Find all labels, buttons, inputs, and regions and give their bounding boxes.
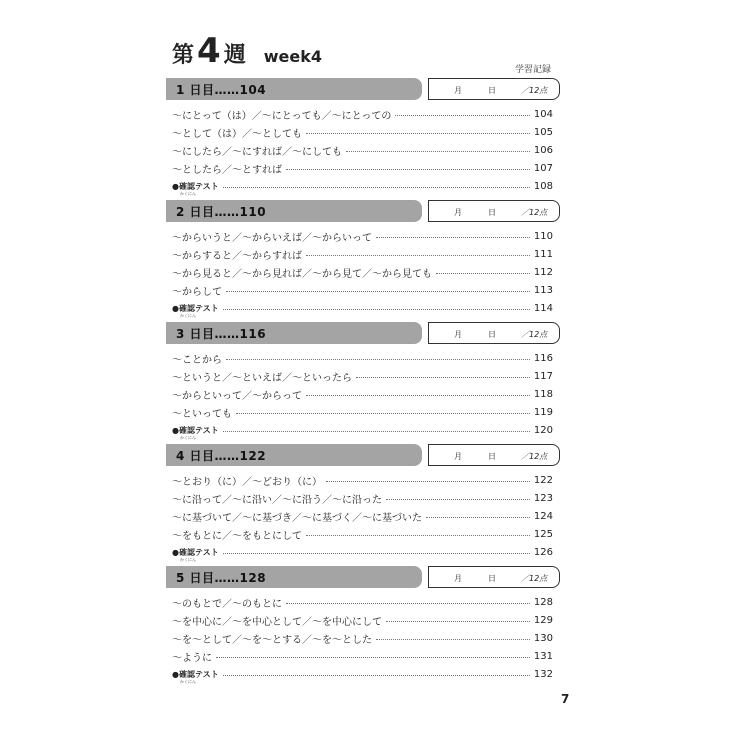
review-test-entry xyxy=(172,667,553,683)
record-day-label: 日 xyxy=(488,208,496,217)
entry-furigana: かくにん xyxy=(180,434,196,440)
leader-dots xyxy=(286,169,530,170)
entry-text: ～とおり（に）／～どおり（に） xyxy=(172,476,322,488)
record-day-label: 日 xyxy=(488,330,496,339)
entry-page: 112 xyxy=(533,266,553,278)
review-test-entry xyxy=(172,301,553,317)
leader-dots xyxy=(395,115,530,116)
entry-text: ●確認テスト xyxy=(172,548,219,558)
entry-page: 126 xyxy=(533,547,553,559)
record-score-label: ／12点 xyxy=(521,86,548,95)
day-header-bar xyxy=(166,444,422,466)
entry-text: ～ことから xyxy=(172,354,222,366)
week-title xyxy=(172,31,322,71)
record-day-label: 日 xyxy=(488,452,496,461)
leader-dots xyxy=(223,187,530,188)
toc-entry xyxy=(172,264,553,280)
entry-page: 117 xyxy=(533,370,553,382)
record-month-label: 月 xyxy=(454,452,462,461)
entry-text: ～からといって／～からって xyxy=(172,390,302,402)
entry-text: ～として（は）／～としても xyxy=(172,128,302,140)
entry-text: ●確認テスト xyxy=(172,426,219,436)
day-header-bar xyxy=(166,78,422,100)
entry-text: ～ように xyxy=(172,653,212,665)
entry-furigana: かくにん xyxy=(180,190,196,196)
leader-dots xyxy=(386,499,530,500)
title-prefix: 第 xyxy=(172,43,195,68)
entry-page: 129 xyxy=(533,614,553,626)
day-header xyxy=(166,444,560,466)
entry-page: 106 xyxy=(533,144,553,156)
leader-dots xyxy=(376,639,530,640)
entry-page: 107 xyxy=(533,163,553,175)
leader-dots xyxy=(216,657,530,658)
entry-text: ～に基づいて／～に基づき／～に基づく／～に基づいた xyxy=(172,512,422,524)
record-day-label: 日 xyxy=(488,86,496,95)
toc-entry xyxy=(172,630,553,646)
day-header-bar xyxy=(166,566,422,588)
toc-entry xyxy=(172,649,553,665)
toc-entry xyxy=(172,368,553,384)
page-number: 7 xyxy=(561,692,570,706)
leader-dots xyxy=(223,309,530,310)
leader-dots xyxy=(223,431,530,432)
entry-text: ～といっても xyxy=(172,409,232,421)
day-header-text: 5 日目……128 xyxy=(176,571,267,585)
entry-text: ●確認テスト xyxy=(172,182,219,192)
review-test-entry xyxy=(172,423,553,439)
study-record-label: 学習記録 xyxy=(515,65,552,75)
leader-dots xyxy=(306,535,530,536)
record-day-label: 日 xyxy=(488,574,496,583)
entry-furigana: かくにん xyxy=(180,678,196,684)
leader-dots xyxy=(376,237,530,238)
entry-page: 120 xyxy=(533,425,553,437)
entry-page: 114 xyxy=(533,303,553,315)
toc-entry xyxy=(172,106,553,122)
entry-text: ～をもとに／～をもとにして xyxy=(172,531,302,543)
record-score-label: ／12点 xyxy=(521,574,548,583)
toc-entry xyxy=(172,161,553,177)
record-month-label: 月 xyxy=(454,330,462,339)
entry-page: 104 xyxy=(533,108,553,120)
review-test-entry xyxy=(172,545,553,561)
entry-page: 125 xyxy=(533,529,553,541)
entry-furigana: かくにん xyxy=(180,312,196,318)
day-header xyxy=(166,78,560,100)
entry-text: ～のもとで／～のもとに xyxy=(172,598,282,610)
entry-page: 132 xyxy=(533,669,553,681)
toc-entry xyxy=(172,405,553,421)
day-header-bar xyxy=(166,322,422,344)
leader-dots xyxy=(426,517,530,518)
entry-text: ～としたら／～とすれば xyxy=(172,165,282,177)
leader-dots xyxy=(356,377,530,378)
entry-page: 123 xyxy=(533,492,553,504)
record-month-label: 月 xyxy=(454,86,462,95)
day-header xyxy=(166,200,560,222)
entry-page: 119 xyxy=(533,407,553,419)
entry-text: ～に沿って／～に沿い／～に沿う／～に沿った xyxy=(172,494,382,506)
leader-dots xyxy=(346,151,530,152)
record-score-label: ／12点 xyxy=(521,452,548,461)
leader-dots xyxy=(436,273,530,274)
title-week-label: week4 xyxy=(263,47,322,66)
toc-entry xyxy=(172,124,553,140)
leader-dots xyxy=(306,395,530,396)
entry-page: 108 xyxy=(533,181,553,193)
entry-text: ～にしたら／～にすれば／～にしても xyxy=(172,146,342,158)
entry-page: 130 xyxy=(533,632,553,644)
entry-text: ～を中心に／～を中心として／～を中心にして xyxy=(172,616,382,628)
leader-dots xyxy=(326,481,530,482)
record-score-label: ／12点 xyxy=(521,208,548,217)
day-header xyxy=(166,566,560,588)
leader-dots xyxy=(226,359,530,360)
leader-dots xyxy=(236,413,530,414)
title-suffix: 週 xyxy=(223,43,246,68)
day-header-bar xyxy=(166,200,422,222)
leader-dots xyxy=(223,675,530,676)
entry-text: ～を～として／～を～とする／～を～とした xyxy=(172,634,372,646)
entry-text: ～から見ると／～から見れば／～から見て／～から見ても xyxy=(172,268,432,280)
title-week-number: 4 xyxy=(197,31,221,71)
day-header-text: 4 日目……122 xyxy=(176,449,267,463)
entry-text: ～からすると／～からすれば xyxy=(172,250,302,262)
entry-text: ～からいうと／～からいえば／～からいって xyxy=(172,232,372,244)
toc-entry xyxy=(172,228,553,244)
toc-entry xyxy=(172,594,553,610)
entry-page: 124 xyxy=(533,510,553,522)
leader-dots xyxy=(386,621,530,622)
toc-entry xyxy=(172,246,553,262)
toc-entry xyxy=(172,612,553,628)
toc-entry xyxy=(172,283,553,299)
entry-page: 131 xyxy=(533,651,553,663)
day-header xyxy=(166,322,560,344)
record-month-label: 月 xyxy=(454,574,462,583)
entry-page: 116 xyxy=(533,352,553,364)
day-header-text: 1 日目……104 xyxy=(176,83,267,97)
toc-entry xyxy=(172,490,553,506)
day-header-text: 3 日目……116 xyxy=(176,327,267,341)
toc-entry xyxy=(172,472,553,488)
entry-text: ～というと／～といえば／～といったら xyxy=(172,372,352,384)
entry-page: 110 xyxy=(533,230,553,242)
leader-dots xyxy=(223,553,530,554)
toc-entry xyxy=(172,527,553,543)
entry-page: 118 xyxy=(533,388,553,400)
review-test-entry xyxy=(172,179,553,195)
toc-entry xyxy=(172,386,553,402)
leader-dots xyxy=(286,603,530,604)
entry-text: ～からして xyxy=(172,287,222,299)
entry-text: ●確認テスト xyxy=(172,304,219,314)
entry-furigana: かくにん xyxy=(180,556,196,562)
toc-entry xyxy=(172,508,553,524)
record-score-label: ／12点 xyxy=(521,330,548,339)
leader-dots xyxy=(306,133,530,134)
entry-text: ●確認テスト xyxy=(172,670,219,680)
entry-page: 105 xyxy=(533,126,553,138)
entry-page: 111 xyxy=(533,248,553,260)
leader-dots xyxy=(306,255,530,256)
entry-text: ～にとって（は）／～にとっても／～にとっての xyxy=(172,110,392,122)
entry-page: 113 xyxy=(533,285,553,297)
entry-page: 122 xyxy=(533,474,553,486)
record-month-label: 月 xyxy=(454,208,462,217)
leader-dots xyxy=(226,291,530,292)
toc-entry xyxy=(172,142,553,158)
entry-page: 128 xyxy=(533,596,553,608)
toc-entry xyxy=(172,350,553,366)
day-header-text: 2 日目……110 xyxy=(176,205,267,219)
